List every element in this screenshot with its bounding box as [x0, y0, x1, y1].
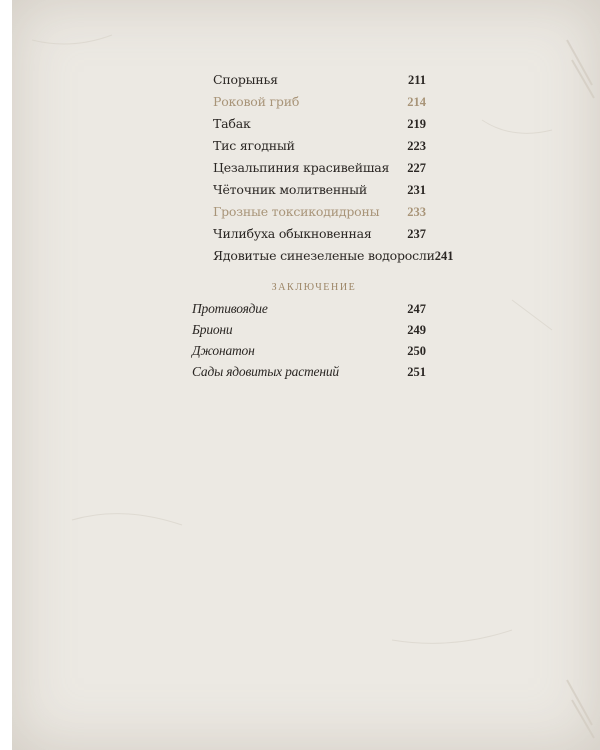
toc-entry-page-number: 233	[407, 205, 426, 219]
toc-entry-page-number: 249	[407, 323, 426, 337]
toc-entry[interactable]	[213, 116, 426, 138]
toc-entry-title: Роковой гриб	[213, 94, 300, 109]
toc-entry-title: Сады ядовитых растений	[192, 364, 339, 379]
toc-entry-title: Противоядие	[192, 301, 268, 316]
toc-entry-title: Ядовитые синезеленые водоросли	[213, 248, 435, 263]
toc-entry[interactable]	[213, 248, 454, 270]
toc-entry-title: Спорынья	[213, 72, 278, 87]
toc-entry[interactable]	[213, 138, 426, 160]
toc-entry-title: Цезальпиния красивейшая	[213, 160, 390, 175]
toc-entry-page-number: 211	[407, 73, 426, 87]
toc-entry-page-number: 250	[407, 344, 426, 358]
toc-entry[interactable]	[213, 204, 426, 226]
toc-entry-page-number: 247	[407, 302, 426, 316]
toc-entry-page-number: 237	[407, 227, 426, 241]
conclusion-entries	[192, 301, 426, 385]
toc-entry-title: Бриони	[192, 322, 233, 337]
toc-entry-page-number: 219	[407, 117, 426, 131]
toc-entry-page-number: 214	[407, 95, 426, 109]
toc-entry[interactable]	[192, 364, 426, 385]
toc-entry-title: Джонатон	[192, 343, 255, 358]
toc-entry[interactable]	[192, 322, 426, 343]
toc-entry-page-number: 241	[434, 249, 454, 263]
toc-entry-title: Тис ягодный	[213, 138, 295, 153]
main-entries	[192, 72, 454, 270]
toc-entry-title: Чилибуха обыкновенная	[213, 226, 372, 241]
toc-entry-page-number: 251	[407, 365, 426, 379]
toc-entry-title: Табак	[213, 116, 251, 131]
toc-entry[interactable]	[213, 94, 426, 116]
table-of-contents	[192, 72, 454, 385]
toc-entry[interactable]	[192, 343, 426, 364]
book-page	[12, 0, 600, 750]
toc-entry-title: Чёточник молитвенный	[213, 182, 368, 197]
toc-entry-page-number: 231	[407, 183, 426, 197]
toc-entry-title: Грозные токсикодидроны	[213, 204, 380, 219]
toc-entry-page-number: 223	[407, 139, 426, 153]
toc-entry[interactable]	[192, 301, 426, 322]
toc-entry[interactable]	[213, 160, 426, 182]
toc-entry-page-number: 227	[407, 161, 426, 175]
toc-entry[interactable]	[213, 226, 426, 248]
toc-entry[interactable]	[213, 72, 426, 94]
section-heading-conclusion: ЗАКЛЮЧЕНИЕ	[271, 282, 357, 293]
toc-entry[interactable]	[213, 182, 426, 204]
